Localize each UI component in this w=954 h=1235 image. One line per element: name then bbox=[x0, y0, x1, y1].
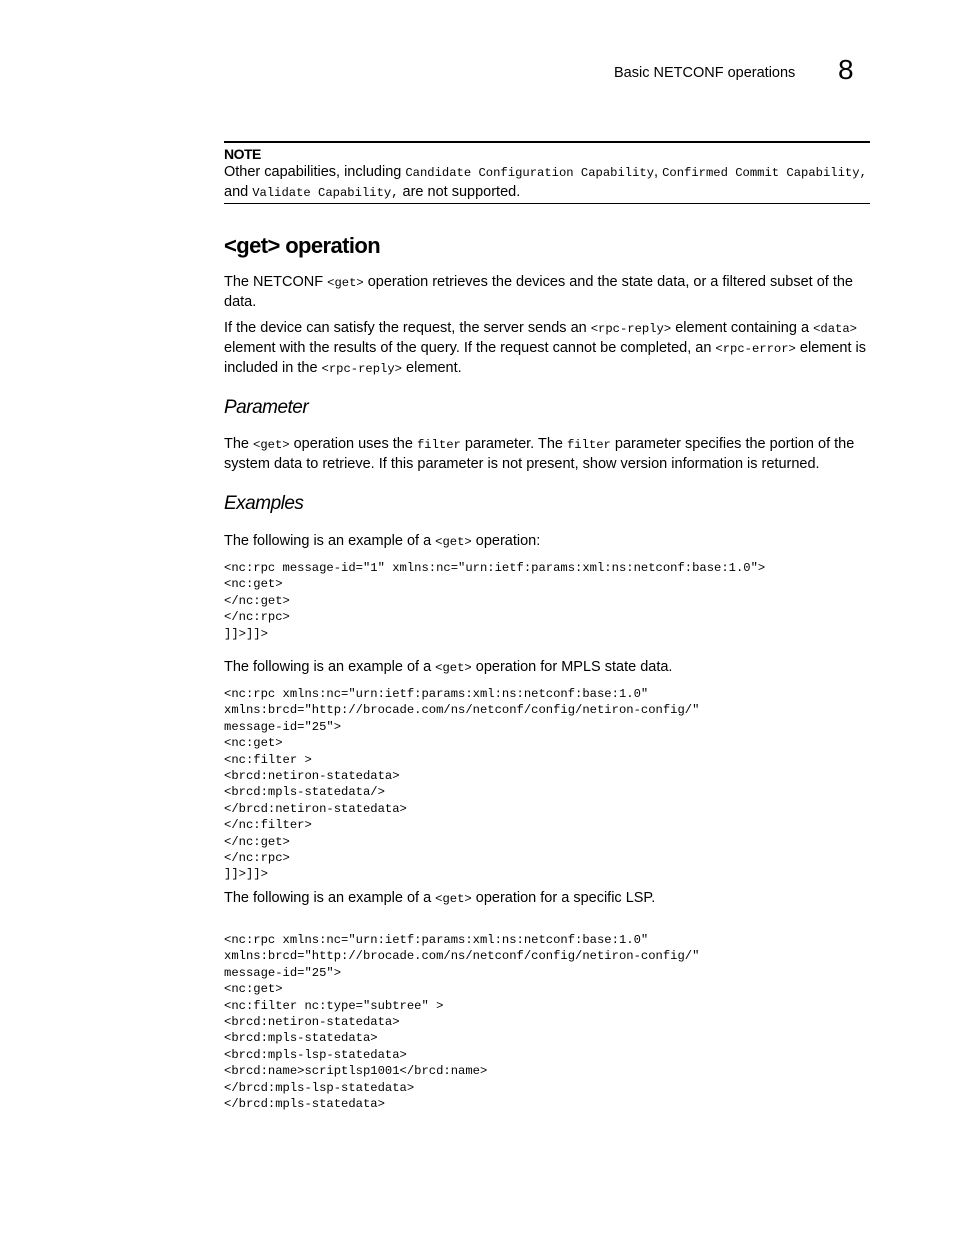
inline-code: <get> bbox=[253, 438, 290, 452]
intro-paragraph-2 bbox=[224, 319, 870, 379]
example1-intro bbox=[224, 532, 870, 552]
text-run: element with the results of the query. If the request cannot be completed, an bbox=[224, 340, 716, 356]
inline-code: <rpc-reply> bbox=[321, 362, 402, 376]
inline-code: Validate Capability, bbox=[252, 186, 399, 200]
inline-code: <rpc-error> bbox=[715, 342, 796, 356]
inline-code: <get> bbox=[435, 535, 472, 549]
text-run: If the device can satisfy the request, the server sends an bbox=[224, 320, 591, 336]
text-run: element containing a bbox=[671, 320, 814, 336]
text-run: , bbox=[654, 164, 663, 180]
note-box bbox=[224, 141, 870, 204]
section-header-title: Basic NETCONF operations bbox=[614, 65, 796, 81]
inline-code: Candidate Configuration Capability bbox=[405, 166, 655, 180]
text-run: are not supported. bbox=[398, 184, 521, 200]
examples-heading: Examples bbox=[224, 493, 304, 514]
text-run: operation uses the bbox=[289, 436, 417, 452]
example3-intro bbox=[224, 889, 870, 909]
text-run: element. bbox=[402, 360, 462, 376]
example1-code-block: <nc:rpc message-id="1" xmlns:nc="urn:ietf:params:xml:ns:netconf:base:1.0"> <nc:get> </nc:get> </nc:rpc> ]]>]]> bbox=[224, 561, 766, 641]
text-run: The following is an example of a bbox=[224, 659, 436, 675]
inline-code: <rpc-reply> bbox=[590, 322, 672, 336]
text-run: The bbox=[224, 436, 254, 452]
text-run: operation retrieves the devices and the state data, or a filtered subset of the data. bbox=[224, 274, 853, 310]
inline-code: <get> bbox=[327, 276, 364, 290]
inline-code: Confirmed Commit Capability, bbox=[662, 166, 867, 180]
text-run: Other capabilities, including bbox=[224, 164, 406, 180]
example3-code-block: <nc:rpc xmlns:nc="urn:ietf:params:xml:ns:netconf:base:1.0" xmlns:brcd="http://brocade.com/ns/netconf/config/netiron-config/" message-id="25"> <nc:get> <nc:filter nc:type="subtree" > <brcd:netiron-statedata> <brcd:mpls-statedata> <brcd:mpls-lsp-statedata> <brcd:name>scriptlsp1001</brcd:name> </brcd:mpls-lsp-statedata> </brcd:mpls-statedata> bbox=[224, 933, 700, 1112]
inline-code: filter bbox=[566, 438, 611, 452]
intro-paragraph-1 bbox=[224, 273, 870, 312]
example2-intro bbox=[224, 658, 870, 678]
text-run: The following is an example of a bbox=[224, 533, 436, 549]
page-heading: <get> operation bbox=[224, 233, 381, 258]
text-run: The following is an example of a bbox=[224, 890, 436, 906]
text-run: parameter specifies the portion of the system data to retrieve. If this parameter is not present, show version information is returned. bbox=[224, 436, 855, 472]
example2-code-block: <nc:rpc xmlns:nc="urn:ietf:params:xml:ns:netconf:base:1.0" xmlns:brcd="http://brocade.com/ns/netconf/config/netiron-config/" message-id="25"> <nc:get> <nc:filter > <brcd:netiron-statedata> <brcd:mpls-statedata/> </brcd:netiron-statedata> </nc:filter> </nc:get> </nc:rpc> ]]>]]> bbox=[224, 687, 700, 882]
inline-code: filter bbox=[416, 438, 461, 452]
text-run: operation for a specific LSP. bbox=[471, 890, 656, 906]
note-text bbox=[224, 163, 870, 203]
note-label: NOTE bbox=[224, 146, 261, 162]
text-run: operation for MPLS state data. bbox=[471, 659, 673, 675]
parameter-paragraph bbox=[224, 435, 870, 474]
text-run: and bbox=[224, 184, 253, 200]
inline-code: <get> bbox=[435, 892, 472, 906]
inline-code: <data> bbox=[813, 322, 857, 336]
text-run: operation: bbox=[471, 533, 541, 549]
inline-code: <get> bbox=[435, 661, 472, 675]
text-run: The NETCONF bbox=[224, 274, 328, 290]
parameter-heading: Parameter bbox=[224, 397, 309, 418]
chapter-number: 8 bbox=[838, 54, 854, 85]
text-run: parameter. The bbox=[460, 436, 567, 452]
text-run: element is included in the bbox=[224, 340, 866, 376]
